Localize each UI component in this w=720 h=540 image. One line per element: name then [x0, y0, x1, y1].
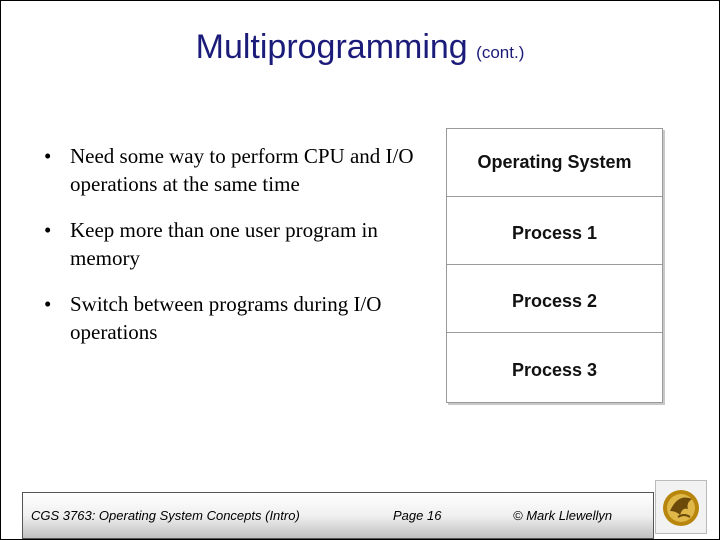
slide-footer — [22, 492, 654, 539]
bullet-item — [44, 216, 414, 272]
bullet-text: Keep more than one user program in memory — [70, 218, 378, 270]
bullet-item — [44, 290, 414, 346]
title-main: Multiprogramming — [195, 28, 468, 66]
footer-author: © Mark Llewellyn — [513, 508, 613, 523]
memory-block-os: Operating System — [447, 129, 662, 197]
bullet-dot: • — [44, 144, 52, 168]
memory-layout-diagram — [446, 128, 663, 403]
footer-course: CGS 3763: Operating System Concepts (Intro) — [31, 508, 300, 523]
memory-block-process-1: Process 1 — [447, 197, 662, 265]
memory-block-process-2: Process 2 — [447, 265, 662, 333]
bullet-dot: • — [44, 292, 52, 316]
ucf-pegasus-logo-icon — [655, 480, 707, 534]
bullet-dot: • — [44, 218, 52, 242]
footer-page-number: Page 16 — [393, 508, 442, 523]
bullet-item — [44, 142, 414, 198]
memory-block-process-3: Process 3 — [511, 359, 598, 380]
bullet-list — [44, 142, 414, 364]
bullet-text: Switch between programs during I/O operations — [70, 292, 382, 344]
slide-title — [0, 28, 720, 67]
bullet-text: Need some way to perform CPU and I/O operations at the same time — [70, 144, 414, 196]
title-subtitle: (cont.) — [476, 43, 525, 62]
